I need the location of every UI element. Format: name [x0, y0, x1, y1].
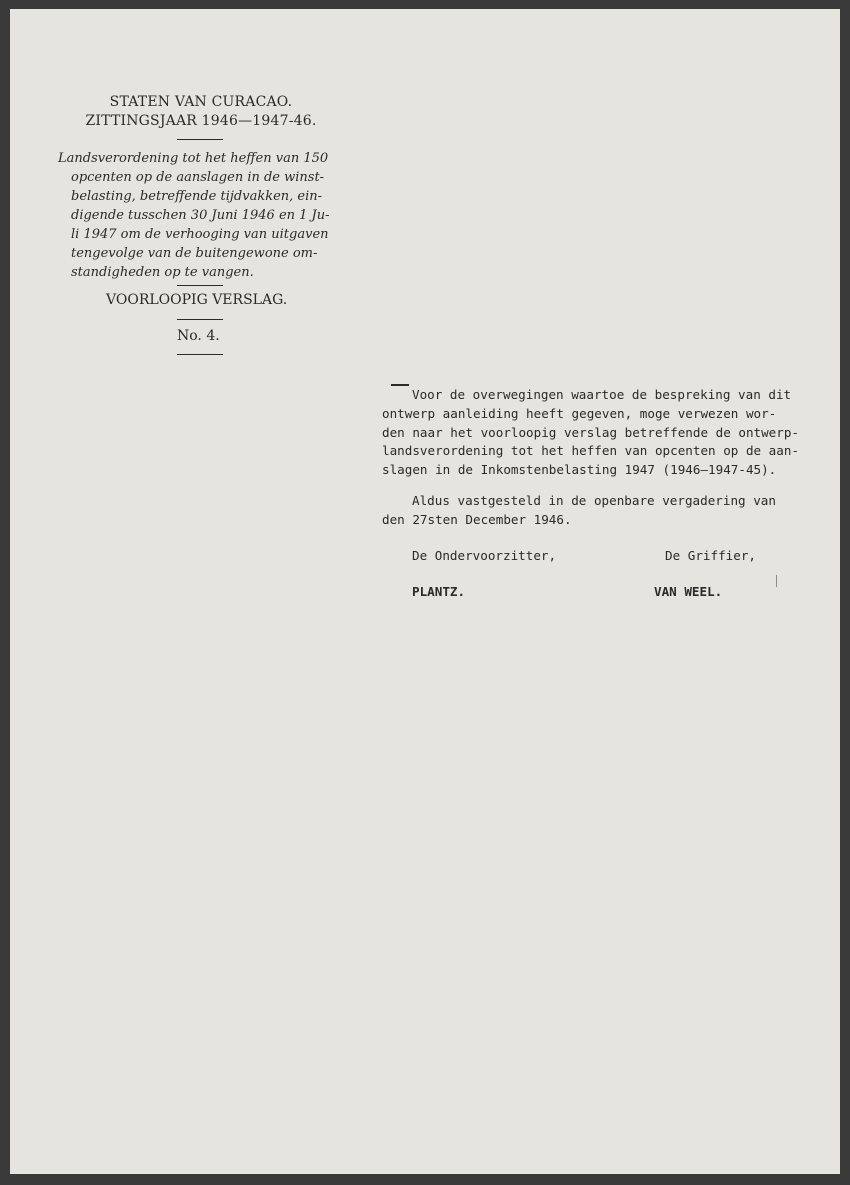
title-line: li 1947 om de verhooging van uitgaven: [71, 227, 329, 242]
paragraph-line: Voor de overwegingen waartoe de bespreking van dit: [412, 387, 792, 402]
divider-rule: [177, 285, 223, 286]
title-line: belasting, betreffende tijdvakken, ein-: [71, 189, 323, 204]
document-page: [10, 9, 840, 1174]
title-line: standigheden op te vangen.: [71, 265, 254, 280]
divider-rule: [177, 354, 223, 355]
assembly-title: STATEN VAN CURACAO.: [109, 94, 293, 110]
divider-rule: [177, 319, 223, 320]
ordinance-title: [58, 149, 344, 282]
document-number: No. 4.: [177, 328, 220, 344]
clerk-name: VAN WEEL.: [654, 584, 723, 599]
title-line: opcenten op de aanslagen in de winst-: [71, 170, 325, 185]
title-line: tengevolge van de buitengewone om-: [71, 246, 318, 261]
paragraph-references: [382, 386, 800, 480]
paragraph-line: ontwerp aanleiding heeft gegeven, moge verwezen wor-: [382, 405, 777, 421]
title-line: Landsverordening tot het heffen van 150: [58, 151, 329, 166]
pencil-mark: [776, 575, 777, 587]
paragraph-line: den naar het voorloopig verslag betreffende de ontwerp-: [382, 424, 800, 440]
paragraph-line: Aldus vastgesteld in de openbare vergadering van: [412, 493, 776, 508]
vice-chair-title: De Ondervoorzitter,: [412, 548, 557, 563]
divider-rule: [177, 139, 223, 140]
clerk-title: De Griffier,: [665, 548, 756, 563]
report-label: VOORLOOPIG VERSLAG.: [106, 292, 288, 308]
title-line: digende tusschen 30 Juni 1946 en 1 Ju-: [71, 208, 330, 223]
paragraph-line: den 27sten December 1946.: [382, 511, 572, 527]
vice-chair-name: PLANTZ.: [412, 584, 466, 599]
header-block: [58, 93, 344, 131]
session-year: ZITTINGSJAAR 1946—1947-46.: [85, 113, 317, 129]
paragraph-line: slagen in de Inkomstenbelasting 1947 (1946—1947-45).: [382, 462, 777, 478]
paragraph-line: landsverordening tot het heffen van opcenten op de aan-: [382, 443, 800, 459]
paragraph-adoption: [382, 492, 780, 530]
